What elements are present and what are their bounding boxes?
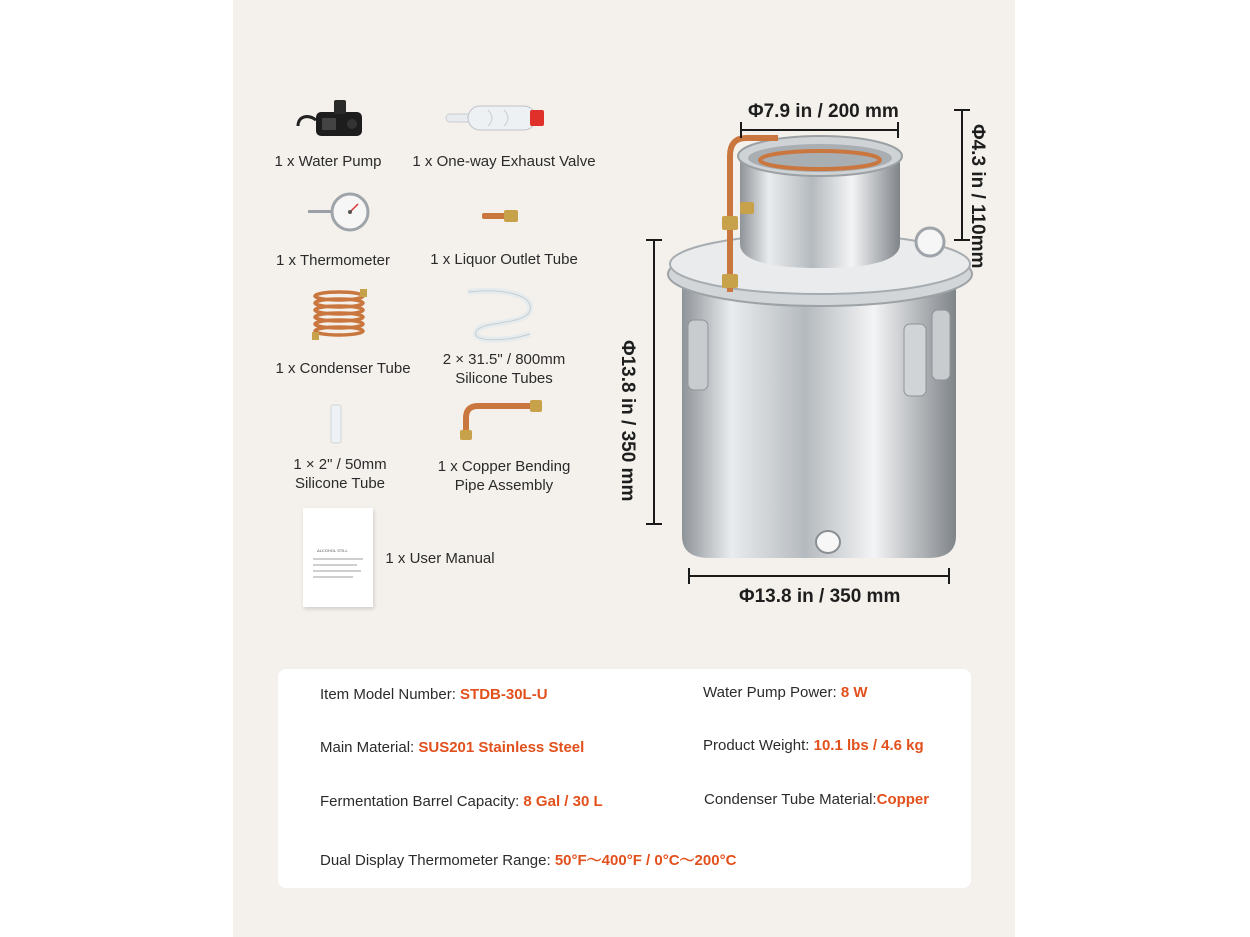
dimension-barrel-height: Φ13.8 in / 350 mm [617,340,638,502]
spec-value: Copper [876,791,930,808]
component-label-short-tube-1: 1 × 2" / 50mm [293,456,387,473]
short-tube-icon [329,403,343,445]
silicone-hose-icon [460,284,540,346]
component-label-condenser-tube: 1 x Condenser Tube [275,360,411,377]
spec-value: 8 W [840,684,868,701]
spec-label: Product Weight: [703,737,814,754]
spec-pump-power [703,684,868,701]
airlock-valve-icon [444,100,548,136]
spec-thermometer-range [320,849,736,870]
dimension-lines [600,100,990,600]
spec-value: STDB-30L-U [460,686,548,703]
spec-label: Fermentation Barrel Capacity: [320,793,524,810]
component-label-user-manual: 1 x User Manual [385,550,495,567]
spec-value: 50°F～400°F / 0°C～200°C [554,852,737,869]
water-pump-icon [294,96,370,144]
component-label-short-tube-2: Silicone Tube [294,475,386,492]
spec-label: Water Pump Power: [703,684,841,701]
manual-cover-title: ALCOHOL STILL [317,548,348,553]
spec-barrel-capacity [320,793,603,810]
spec-model-number [320,686,548,703]
spec-condenser-material [704,791,929,808]
spec-label: Dual Display Thermometer Range: [320,852,555,869]
spec-value: 10.1 lbs / 4.6 kg [813,737,924,754]
component-label-silicone-tubes-2: Silicone Tubes [455,370,553,387]
spec-label: Main Material: [320,739,419,756]
spec-label: Condenser Tube Material: [704,791,877,808]
spec-value: SUS201 Stainless Steel [418,739,585,756]
outlet-tube-icon [480,206,522,226]
component-label-exhaust-valve: 1 x One-way Exhaust Valve [412,153,596,170]
dimension-top-height: Φ4.3 in / 110mm [967,124,988,269]
spec-main-material [320,739,584,756]
component-label-outlet-tube: 1 x Liquor Outlet Tube [430,251,578,268]
component-label-water-pump: 1 x Water Pump [274,153,382,170]
thermometer-icon [306,190,370,234]
component-label-copper-pipe-2: Pipe Assembly [454,477,554,494]
component-label-thermometer: 1 x Thermometer [276,252,390,269]
copper-coil-icon [310,286,368,344]
spec-value: 8 Gal / 30 L [523,793,603,810]
manual-booklet-icon [303,508,373,607]
spec-product-weight [703,737,924,754]
component-label-silicone-tubes-1: 2 × 31.5" / 800mm [442,351,566,368]
component-label-copper-pipe-1: 1 x Copper Bending [437,458,571,475]
dimension-barrel-diameter: Φ13.8 in / 350 mm [739,586,901,607]
dimension-top-diameter: Φ7.9 in / 200 mm [748,101,899,122]
spec-label: Item Model Number: [320,686,461,703]
copper-pipe-icon [456,398,546,442]
